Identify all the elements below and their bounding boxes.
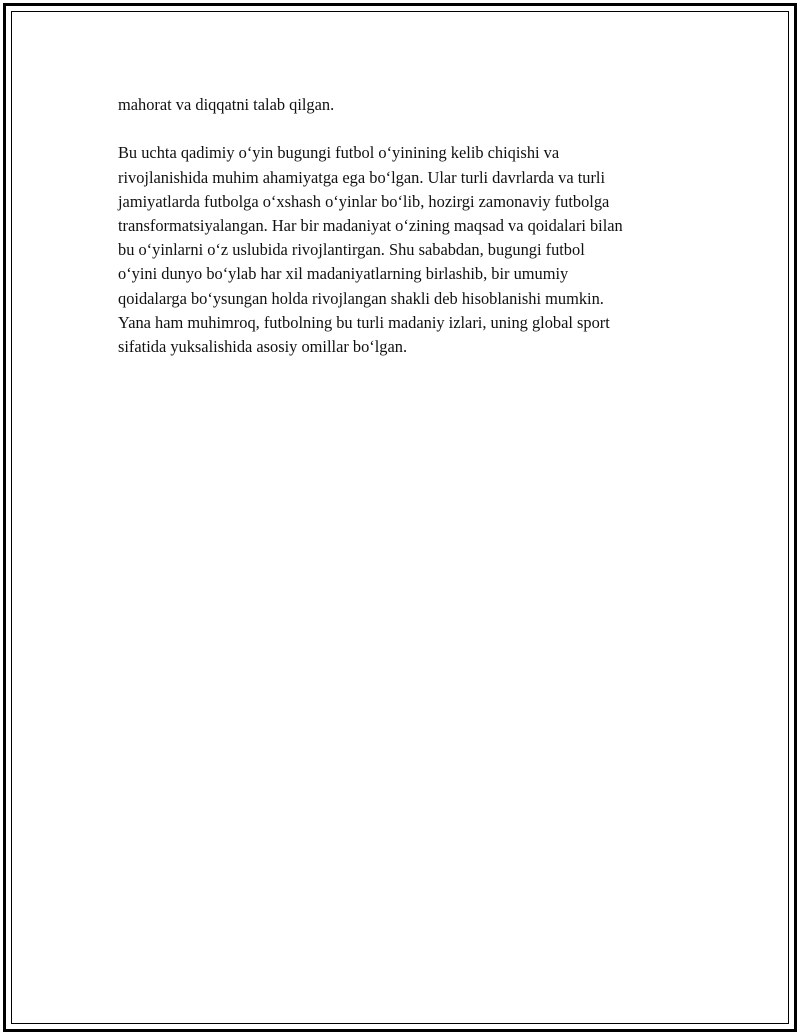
paragraph-line: sifatida yuksalishida asosiy omillar bo‘lgan.: [118, 337, 408, 357]
paragraph-line: o‘yini dunyo bo‘ylab har xil madaniyatlarning birlashib, bir umumiy: [118, 264, 569, 284]
paragraph-line: transformatsiyalangan. Har bir madaniyat o‘zining maqsad va qoidalari bilan: [118, 216, 623, 235]
paragraph-line: bu o‘yinlarni o‘z uslubida rivojlantirgan. Shu sababdan, bugungi futbol: [118, 240, 585, 260]
paragraph-line: rivojlanishida muhim ahamiyatga ega bo‘lgan. Ular turli davrlarda va turli: [118, 167, 606, 187]
document-body: [118, 93, 688, 359]
paragraph-line: jamiyatlarda futbolga o‘xshash o‘yinlar bo‘lib, hozirgi zamonaviy futbolga: [118, 191, 610, 211]
continuation-line: mahorat va diqqatni talab qilgan.: [118, 95, 335, 114]
paragraph-line: qoidalarga bo‘ysungan holda rivojlangan shakli deb hisoblanishi mumkin.: [118, 288, 604, 308]
paragraph-line: Bu uchta qadimiy o‘yin bugungi futbol o‘yinining kelib chiqishi va: [118, 143, 560, 163]
paragraph-line: Yana ham muhimroq, futbolning bu turli madaniy izlari, uning global sport: [118, 312, 610, 332]
paragraph: [118, 141, 688, 359]
paragraph-gap: [118, 117, 688, 141]
